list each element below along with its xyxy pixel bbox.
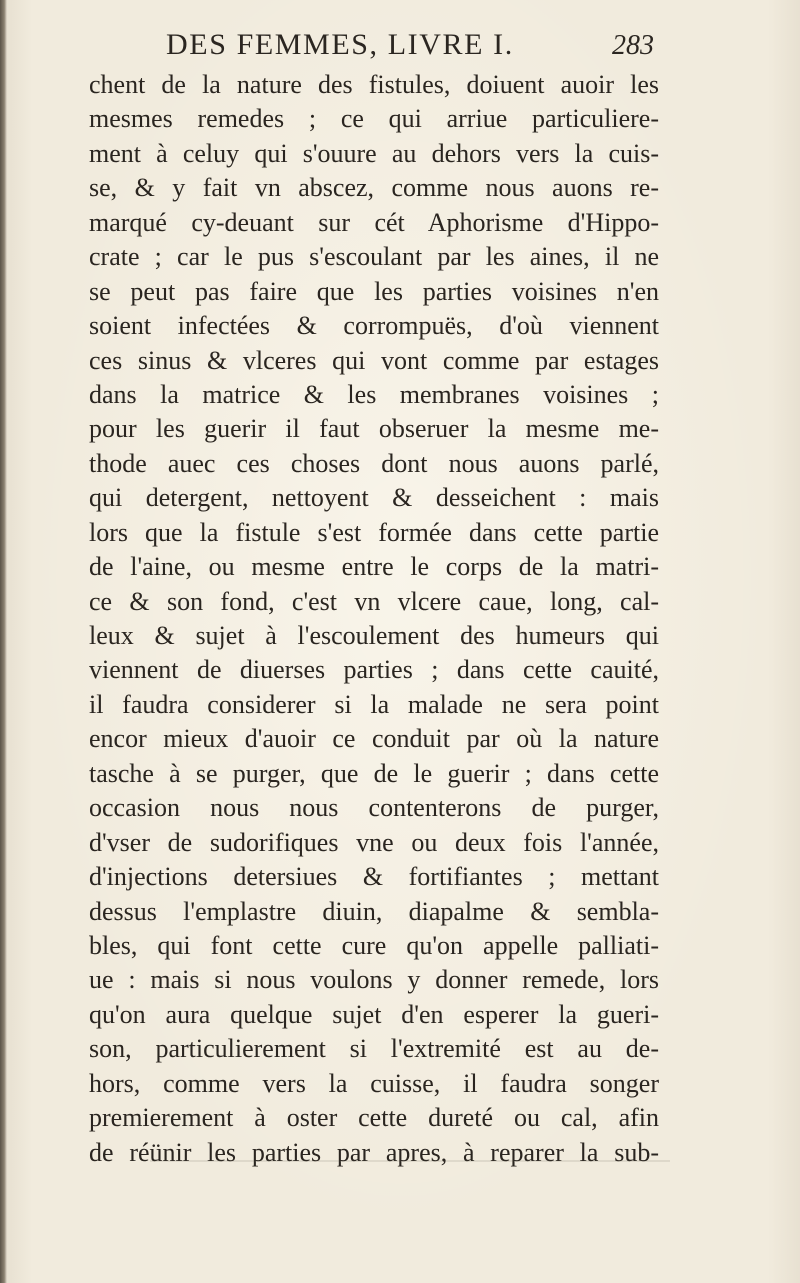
text-line: dans la matrice & les membranes voisines ; — [89, 379, 659, 409]
text-line: se peut pas faire que les parties voisines n'en — [89, 276, 659, 306]
text-line: son, particulierement si l'extremité est au de- — [89, 1034, 659, 1064]
text-line: qui detergent, nettoyent & desseichent : mais — [89, 483, 659, 513]
text-line: de réünir les parties par apres, à reparer la sub- — [89, 1137, 659, 1167]
text-line: ces sinus & vlceres qui vont comme par estages — [89, 345, 659, 375]
text-line: occasion nous nous contenterons de purger, — [89, 793, 659, 823]
text-line: crate ; car le pus s'escoulant par les aines, il ne — [89, 242, 659, 272]
text-line: thode auec ces choses dont nous auons parlé, — [89, 448, 659, 478]
running-head — [0, 28, 800, 68]
text-line: tasche à se purger, que de le guerir ; dans cette — [89, 758, 659, 788]
text-line: hors, comme vers la cuisse, il faudra songer — [89, 1068, 659, 1098]
page-smudge — [150, 1160, 670, 1162]
body-text — [89, 68, 659, 1170]
text-line: bles, qui font cette cure qu'on appelle palliati- — [89, 930, 659, 960]
text-line: il faudra considerer si la malade ne sera point — [89, 689, 659, 719]
text-line: se, & y fait vn abscez, comme nous auons re- — [89, 173, 659, 203]
text-line: qu'on aura quelque sujet d'en esperer la gueri- — [89, 999, 659, 1029]
running-title: DES FEMMES, LIVRE I. — [166, 28, 514, 61]
text-line: lors que la fistule s'est formée dans cette partie — [89, 517, 659, 547]
text-line: dessus l'emplastre diuin, diapalme & sembla- — [89, 896, 659, 926]
text-line: viennent de diuerses parties ; dans cette cauité, — [89, 655, 659, 685]
text-line: premierement à oster cette dureté ou cal, afin — [89, 1103, 659, 1133]
text-line: ue : mais si nous voulons y donner remede, lors — [89, 965, 659, 995]
text-line: de l'aine, ou mesme entre le corps de la matri- — [89, 552, 659, 582]
page-number: 283 — [612, 30, 654, 61]
text-line: ment à celuy qui s'ouure au dehors vers la cuis- — [89, 138, 659, 168]
text-line: chent de la nature des fistules, doiuent auoir les — [89, 70, 659, 99]
text-line: leux & sujet à l'escoulement des humeurs qui — [89, 621, 659, 650]
text-line: encor mieux d'auoir ce conduit par où la nature — [89, 724, 659, 754]
text-line: marqué cy-deuant sur cét Aphorisme d'Hippo- — [89, 207, 659, 237]
text-line: mesmes remedes ; ce qui arriue particuliere- — [89, 104, 659, 134]
text-line: pour les guerir il faut obseruer la mesme me- — [89, 414, 659, 444]
text-line: ce & son fond, c'est vn vlcere caue, long, cal- — [89, 586, 659, 616]
text-line: d'vser de sudorifiques vne ou deux fois l'année, — [89, 827, 659, 857]
text-line: d'injections detersiues & fortifiantes ; mettant — [89, 862, 659, 892]
text-line: soient infectées & corrompuës, d'où viennent — [89, 311, 659, 341]
binding-gutter — [0, 0, 7, 1283]
